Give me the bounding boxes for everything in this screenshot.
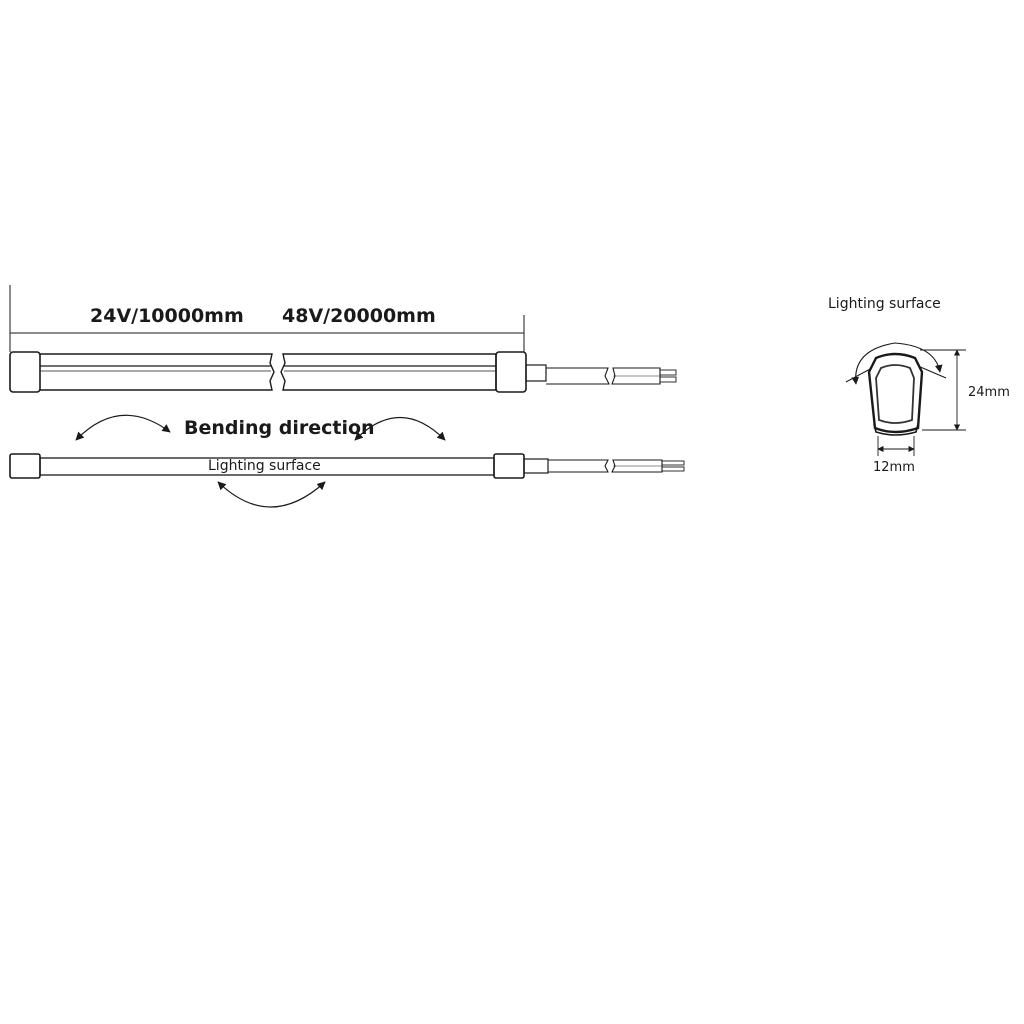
width-dimension (878, 436, 914, 456)
bend-arrow-bottom (218, 482, 325, 507)
top-strip (10, 285, 676, 392)
bending-direction-label: Bending direction (184, 417, 375, 439)
bottom-cable-wire-ends (662, 461, 684, 471)
length-dimension (10, 285, 524, 352)
profile-inner (876, 365, 914, 423)
length-label-48v: 48V/20000mm (282, 305, 436, 327)
cable-sleeve (526, 365, 546, 381)
bottom-right-end-cap (494, 454, 524, 478)
width-label: 12mm (873, 460, 915, 475)
cross-section-surface-label: Lighting surface (828, 296, 941, 312)
length-label-24v: 24V/10000mm (90, 305, 244, 327)
cable-wire-ends (660, 370, 676, 382)
cable (546, 368, 660, 384)
bottom-left-end-cap (10, 454, 40, 478)
height-dimension (920, 350, 966, 430)
height-label: 24mm (968, 385, 1010, 400)
strip-body-right (281, 354, 496, 390)
bottom-cable (548, 460, 662, 472)
bend-arrow-left (76, 415, 170, 440)
left-end-cap (10, 352, 40, 392)
bottom-strip (10, 415, 684, 507)
right-end-cap (496, 352, 526, 392)
bottom-cable-sleeve (524, 459, 548, 473)
strip-body-left (40, 354, 274, 390)
bottom-surface-label: Lighting surface (208, 458, 321, 474)
cross-section (828, 296, 1010, 475)
